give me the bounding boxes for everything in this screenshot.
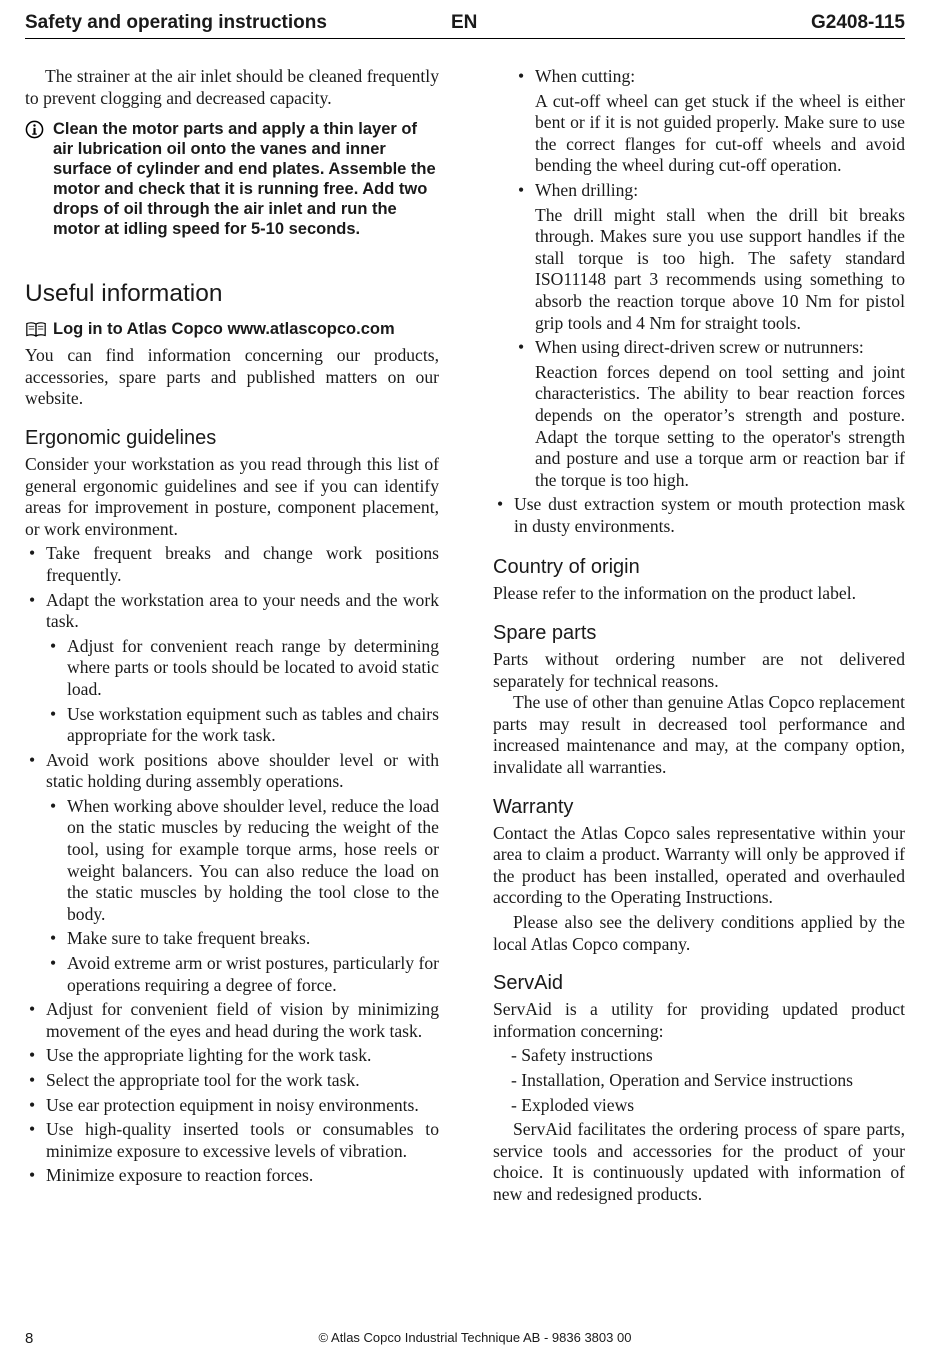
sub-list-item: • Make sure to take frequent breaks. bbox=[25, 928, 439, 950]
sub-list-item: • Use workstation equipment such as tables and chairs appropriate for the work task. bbox=[25, 704, 439, 747]
maintenance-note bbox=[25, 119, 439, 239]
list-item: • Use high-quality inserted tools or consumables to minimize exposure to excessive levels of vibration. bbox=[25, 1119, 439, 1162]
list-item: - Safety instructions bbox=[511, 1045, 653, 1066]
info-icon bbox=[25, 120, 44, 139]
list-item: - Exploded views bbox=[511, 1094, 635, 1115]
spare-parts-paragraph-2: The use of other than genuine Atlas Copco replacement parts may result in decreased tool performance and increased maintenance and may, at the company option, invalidate all warranties. bbox=[493, 692, 905, 778]
login-text: Log in to Atlas Copco www.atlascopco.com bbox=[53, 320, 395, 339]
header-title: Safety and operating instructions bbox=[25, 12, 327, 33]
list-item: • Select the appropriate tool for the work task. bbox=[25, 1070, 439, 1092]
country-of-origin-paragraph: Please refer to the information on the product label. bbox=[493, 583, 856, 604]
list-item: • Minimize exposure to reaction forces. bbox=[25, 1165, 439, 1187]
sub-list-item: • Avoid extreme arm or wrist postures, particularly for operations requiring a degree of force. bbox=[25, 953, 439, 996]
page-number: 8 bbox=[25, 1330, 34, 1347]
list-item: • Take frequent breaks and change work positions frequently. bbox=[25, 543, 439, 586]
useful-information-paragraph: You can find information concerning our products, accessories, spare parts and published matters on our website. bbox=[25, 345, 439, 409]
warranty-paragraph-2: Please also see the delivery conditions applied by the local Atlas Copco company. bbox=[493, 912, 905, 954]
sub-list-item: • Adjust for convenient reach range by determining where parts or tools should be located to avoid static load. bbox=[25, 636, 439, 701]
list-item: • Use the appropriate lighting for the work task. bbox=[25, 1045, 439, 1067]
header-language: EN bbox=[451, 12, 478, 33]
login-line bbox=[25, 319, 439, 339]
servaid-list bbox=[493, 1045, 905, 1116]
sub-list-item: • When cutting: bbox=[493, 66, 905, 88]
spare-parts-heading: Spare parts bbox=[493, 622, 597, 645]
left-column bbox=[25, 66, 439, 1187]
nutrunner-paragraph: Reaction forces depend on tool setting and joint characteristics. The ability to bear reaction forces depends on the operator’s strength and posture. Adapt the torque setting to the operator's strength and posture and use a torque arm or reaction bar if the torque is too high. bbox=[535, 361, 905, 490]
reaction-forces-list bbox=[493, 66, 905, 537]
ergonomic-list bbox=[25, 543, 439, 1187]
country-of-origin-heading: Country of origin bbox=[493, 556, 640, 579]
warranty-heading: Warranty bbox=[493, 795, 574, 818]
drilling-paragraph: The drill might stall when the drill bit breaks through. Makes sure you use support handles if the stall torque is too high. The safety standard ISO11148 part 3 recommends using something to absorb the reaction torque above 10 Nm for pistol grip tools and 4 Nm for straight tools. bbox=[535, 204, 905, 333]
strainer-paragraph: The strainer at the air inlet should be cleaned frequently to prevent clogging and decreased capacity. bbox=[25, 66, 439, 108]
cutting-paragraph: A cut-off wheel can get stuck if the wheel is either bent or if it is not guided properly. Make sure to use the correct flanges for cut-off wheels and avoid bending the wheel during cut-off operation. bbox=[535, 90, 905, 176]
list-item: • Adapt the workstation area to your needs and the work task. bbox=[25, 590, 439, 633]
header-document-code: G2408-115 bbox=[810, 12, 905, 33]
list-item: - Installation, Operation and Service instructions bbox=[511, 1069, 854, 1090]
maintenance-note-text: Clean the motor parts and apply a thin layer of air lubrication oil onto the vanes and inner surface of cylinder and end plates. Assemble the motor and check that it is running free. Add two drops of oil through the air inlet and run the motor at idling speed for 5-10 seconds. bbox=[53, 120, 436, 239]
copyright-notice: © Atlas Copco Industrial Technique AB - 9836 3803 00 bbox=[318, 1330, 632, 1345]
servaid-paragraph-2: ServAid facilitates the ordering process of spare parts, service tools and accessories for the product of your choice. It is continuously updated with information of new and redesigned products. bbox=[493, 1119, 905, 1204]
list-item: • Avoid work positions above shoulder level or with static holding during assembly operations. bbox=[25, 750, 439, 793]
servaid-heading: ServAid bbox=[493, 972, 564, 995]
list-item: • Use ear protection equipment in noisy environments. bbox=[25, 1095, 439, 1117]
right-column bbox=[493, 66, 905, 1206]
useful-information-heading: Useful information bbox=[25, 280, 223, 308]
servaid-paragraph-1: ServAid is a utility for providing updated product information concerning: bbox=[493, 999, 905, 1041]
ergonomic-intro: Consider your workstation as you read through this list of general ergonomic guidelines and see if you can identify areas for improvement in posture, component placement, or work environment. bbox=[25, 453, 439, 539]
warranty-paragraph-1: Contact the Atlas Copco sales representative within your area to claim a product. Warranty will only be approved if the product has been installed, operated and overhauled according to the Operating Instructions. bbox=[493, 822, 905, 908]
list-item: • Adjust for convenient field of vision by minimizing movement of the eyes and head during the work task. bbox=[25, 999, 439, 1042]
spare-parts-paragraph-1: Parts without ordering number are not delivered separately for technical reasons. bbox=[493, 649, 905, 691]
sub-list-item: • When working above shoulder level, reduce the load on the static muscles by reducing the weight of the tool, using for example torque arms, hose reels or weight balancers. You can also reduce the load on the static muscles by holding the tool close to the body. bbox=[25, 796, 439, 926]
page-header bbox=[25, 10, 905, 39]
list-item: • Use dust extraction system or mouth protection mask in dusty environments. bbox=[493, 494, 905, 537]
sub-list-item: • When drilling: bbox=[493, 180, 905, 202]
sub-list-item: • When using direct-driven screw or nutrunners: bbox=[493, 337, 905, 359]
book-icon bbox=[25, 321, 47, 338]
ergonomic-guidelines-heading: Ergonomic guidelines bbox=[25, 426, 217, 449]
